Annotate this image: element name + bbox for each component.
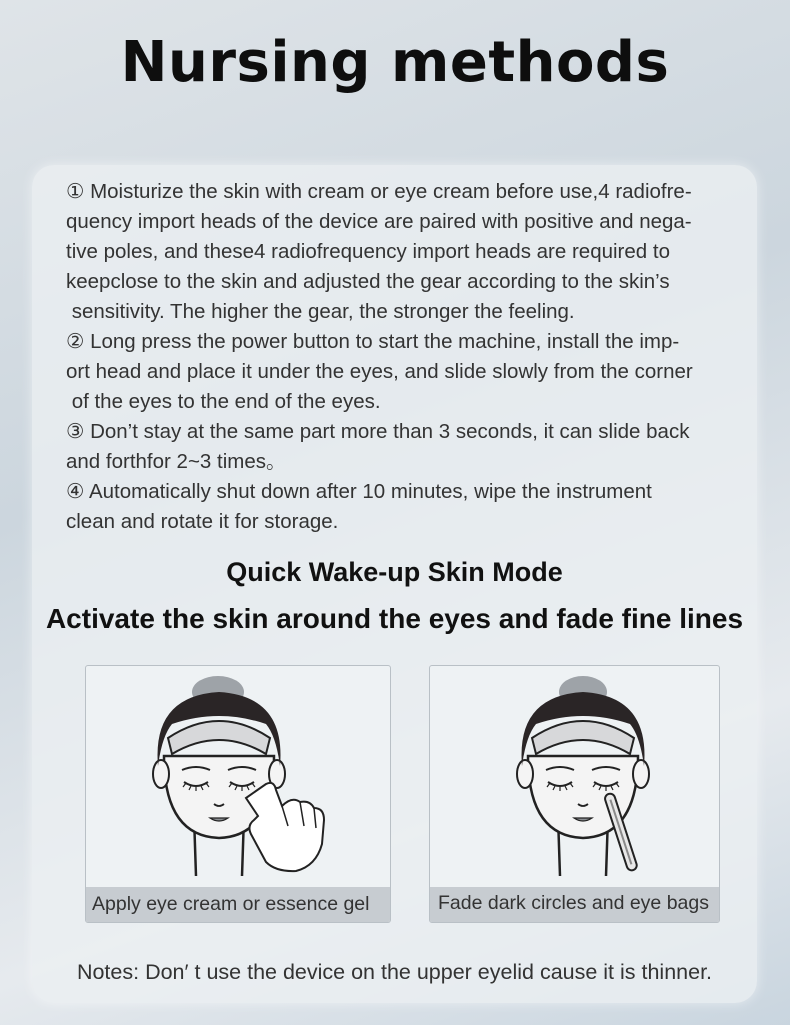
face-device-illustration: [430, 666, 719, 886]
step-1: [66, 177, 736, 327]
notes-text: Notes: Don′ t use the device on the upper eyelid cause it is thinner.: [76, 960, 713, 984]
face-illustration-icon: [86, 666, 390, 886]
step-line: quency import heads of the device are paired with positive and nega-: [66, 210, 692, 233]
step-2: [66, 327, 736, 417]
steps-list: [66, 177, 736, 537]
page-title: Nursing methods: [120, 30, 670, 95]
step-line: keepclose to the skin and adjusted the gear according to the skin’s: [66, 270, 670, 293]
mode-subtitle: Activate the skin around the eyes and fade fine lines: [45, 603, 744, 634]
illustration-card-apply-cream: [85, 665, 391, 923]
step-4: [66, 477, 736, 537]
illustration-card-fade-circles: [429, 665, 720, 923]
step-3: [66, 417, 736, 477]
step-line: sensitivity. The higher the gear, the stronger the feeling.: [66, 300, 575, 323]
step-line: ① Moisturize the skin with cream or eye cream before use,4 radiofre-: [66, 180, 692, 203]
step-line: clean and rotate it for storage.: [66, 510, 339, 533]
card-caption: Apply eye cream or essence gel: [86, 887, 390, 922]
step-line: tive poles, and these4 radiofrequency import heads are required to: [66, 240, 670, 263]
card-caption: Fade dark circles and eye bags: [430, 887, 719, 922]
step-line: ③ Don’t stay at the same part more than 3 seconds, it can slide back: [66, 420, 690, 443]
step-line: of the eyes to the end of the eyes.: [66, 390, 381, 413]
instructions-panel: [32, 165, 757, 1003]
face-hand-illustration: [86, 666, 390, 886]
step-line: ④ Automatically shut down after 10 minutes, wipe the instrument: [66, 480, 652, 503]
mode-title: Quick Wake-up Skin Mode: [226, 557, 563, 587]
step-line: ort head and place it under the eyes, and slide slowly from the corner: [66, 360, 693, 383]
step-line: ② Long press the power button to start the machine, install the imp-: [66, 330, 680, 353]
face-device-icon: [430, 666, 719, 886]
step-line: and forthfor 2~3 times。: [66, 450, 287, 473]
